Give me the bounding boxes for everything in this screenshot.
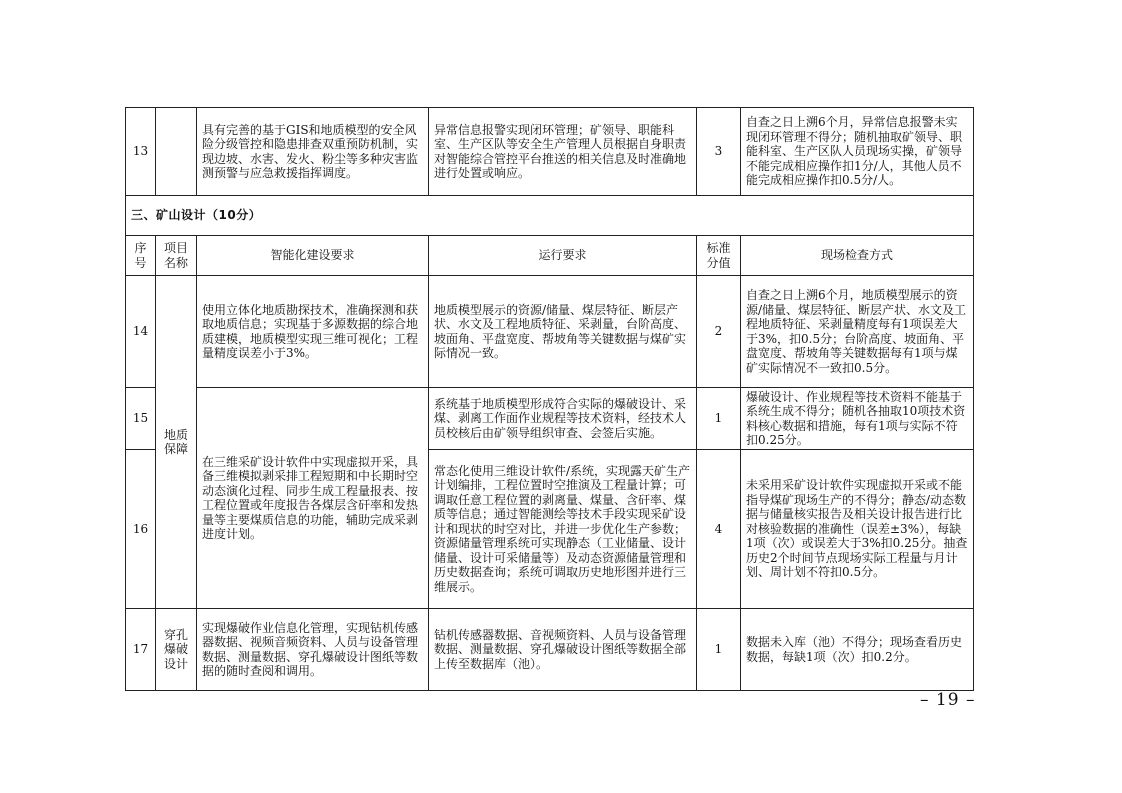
check-cell: 未采用采矿设计软件实现虚拟开采或不能指导煤矿现场生产的不得分；静态/动态数据与储量核实报告及相关设计报告进行比对核验数据的准确性（误差±3%），每缺1项（次）或误差大于3%扣0.25分。抽查历史2个时间节点现场实际工程量与月计划、周计划不符扣0.5分。 — [741, 450, 974, 609]
score-cell: 2 — [697, 276, 741, 388]
scoring-table — [125, 107, 974, 691]
header-requirement: 智能化建设要求 — [197, 236, 429, 276]
table-row — [126, 388, 974, 450]
operation-cell: 异常信息报警实现闭环管理；矿领导、职能科室、生产区队等安全生产管理人员根据自身职责对智能综合管控平台推送的相关信息及时准确地进行处置或响应。 — [429, 108, 697, 196]
score-cell: 4 — [697, 450, 741, 609]
item-name-blasting: 穿孔爆破设计 — [156, 609, 197, 691]
operation-cell: 系统基于地质模型形成符合实际的爆破设计、采煤、剥离工作面作业规程等技术资料，经技术人员校核后由矿领导组织审查、会签后实施。 — [429, 388, 697, 450]
header-no: 序号 — [126, 236, 156, 276]
row-number: 17 — [126, 609, 156, 691]
score-cell: 3 — [697, 108, 741, 196]
operation-cell: 地质模型展示的资源/储量、煤层特征、断层产状、水文及工程地质特征、采剥量，台阶高度、坡面角、平盘宽度、帮坡角等关键数据与煤矿实际情况一致。 — [429, 276, 697, 388]
header-item: 项目名称 — [156, 236, 197, 276]
header-check: 现场检查方式 — [741, 236, 974, 276]
check-cell: 爆破设计、作业规程等技术资料不能基于系统生成不得分；随机各抽取10项技术资料核心数据和措施，每有1项与实际不符扣0.25分。 — [741, 388, 974, 450]
operation-cell: 常态化使用三维设计软件/系统，实现露天矿生产计划编排，工程位置时空推演及工程量计算；可调取任意工程位置的剥离量、煤量、含矸率、煤质等信息；通过智能测绘等技术手段实现采矿设计和现状的时空对比，并进一步优化生产参数；资源储量管理系统可实现静态（工业储量、设计储量、设计可采储量等）及动态资源储量管理和历史数据查询；系统可调取历史地形图并进行三维展示。 — [429, 450, 697, 609]
operation-cell: 钻机传感器数据、音视频资料、人员与设备管理数据、测量数据、穿孔爆破设计图纸等数据全部上传至数据库（池）。 — [429, 609, 697, 691]
header-operation: 运行要求 — [429, 236, 697, 276]
check-cell: 自查之日上溯6个月，异常信息报警未实现闭环管理不得分；随机抽取矿领导、职能科室、生产区队人员现场实操，矿领导不能完成相应操作扣1分/人，其他人员不能完成相应操作扣0.5分/人。 — [741, 108, 974, 196]
header-score: 标准分值 — [697, 236, 741, 276]
requirement-cell: 实现爆破作业信息化管理，实现钻机传感器数据、视频音频资料、人员与设备管理数据、测量数据、穿孔爆破设计图纸等数据的随时查阅和调用。 — [197, 609, 429, 691]
row-number: 15 — [126, 388, 156, 450]
score-cell: 1 — [697, 388, 741, 450]
section-title: 三、矿山设计（10分） — [126, 196, 974, 236]
table-row — [126, 276, 974, 388]
check-cell: 数据未入库（池）不得分；现场查看历史数据，每缺1项（次）扣0.2分。 — [741, 609, 974, 691]
requirement-cell: 使用立体化地质勘探技术，准确探测和获取地质信息；实现基于多源数据的综合地质建模，地质模型实现三维可视化；工程量精度误差小于3%。 — [197, 276, 429, 388]
row-number: 13 — [126, 108, 156, 196]
table-row — [126, 609, 974, 691]
item-name-cell — [156, 108, 197, 196]
requirement-cell: 在三维采矿设计软件中实现虚拟开采，具备三维模拟剥采排工程短期和中长期时空动态演化过程、同步生成工程量报表、按工程位置或年度报告各煤层含矸率和发热量等主要煤质信息的功能，辅助完成采剥进度计划。 — [197, 388, 429, 609]
check-cell: 自查之日上溯6个月，地质模型展示的资源/储量、煤层特征、断层产状、水文及工程地质特征、采剥量精度每有1项误差大于3%，扣0.5分；台阶高度、坡面角、平盘宽度、帮坡角等关键数据每有1项与煤矿实际情况不一致扣0.5分。 — [741, 276, 974, 388]
requirement-cell: 具有完善的基于GIS和地质模型的安全风险分级管控和隐患排查双重预防机制，实现边坡、水害、发火、粉尘等多种灾害监测预警与应急救援指挥调度。 — [197, 108, 429, 196]
row-number: 14 — [126, 276, 156, 388]
header-row — [126, 236, 974, 276]
section-row — [126, 196, 974, 236]
table-row — [126, 108, 974, 196]
page-number: – 19 – — [920, 690, 976, 710]
item-name-geology: 地质保障 — [156, 276, 197, 609]
score-cell: 1 — [697, 609, 741, 691]
row-number: 16 — [126, 450, 156, 609]
